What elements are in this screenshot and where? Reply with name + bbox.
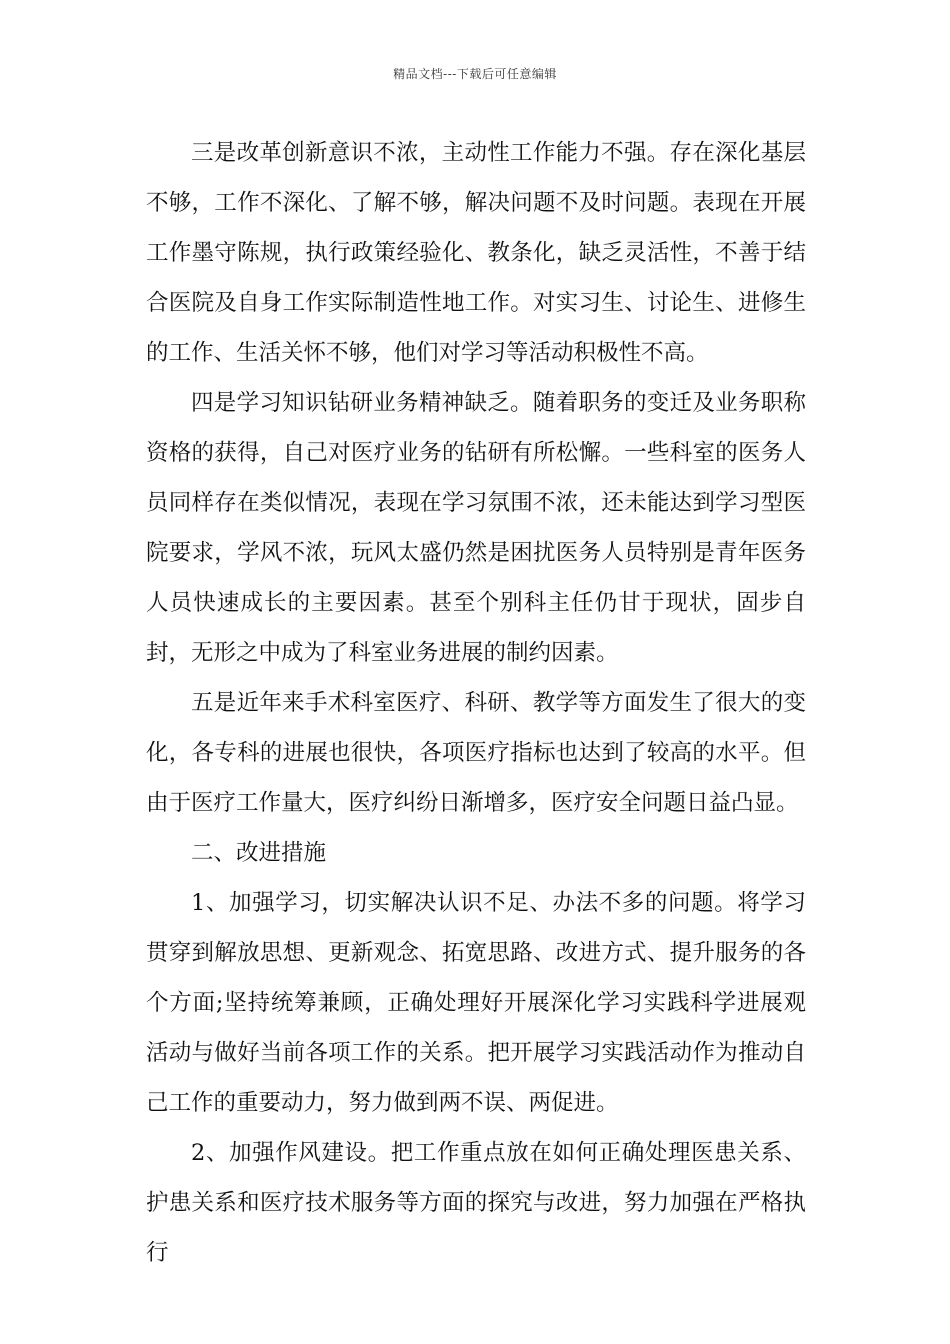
measure-item-1: 1、加强学习，切实解决认识不足、办法不多的问题。将学习贯穿到解放思想、更新观念、拓宽思路、改进方式、提升服务的各个方面;坚持统筹兼顾，正确处理好开展深化学习实践科学进展观活动与做好当前各项工作的关系。把开展学习实践活动作为推动自己工作的重要动力，努力做到两不误、两促进。 [146, 890, 806, 1116]
page-header: 精品文档---下载后可任意编辑 [393, 67, 557, 81]
paragraph-point-five: 五是近年来手术科室医疗、科研、教学等方面发生了很大的变化，各专科的进展也很快，各项医疗指标也达到了较高的水平。但由于医疗工作量大，医疗纠纷日渐增多，医疗安全问题日益凸显。 [146, 690, 806, 816]
measure-item-2: 2、加强作风建设。把工作重点放在如何正确处理医患关系、护患关系和医疗技术服务等方面的探究与改进，努力加强在严格执行 [146, 1140, 806, 1266]
paragraph-point-four: 四是学习知识钻研业务精神缺乏。随着职务的变迁及业务职称资格的获得，自己对医疗业务的钻研有所松懈。一些科室的医务人员同样存在类似情况，表现在学习氛围不浓，还未能达到学习型医院要求，学风不浓，玩风太盛仍然是困扰医务人员特别是青年医务人员快速成长的主要因素。甚至个别科主任仍甘于现状，固步自封，无形之中成为了科室业务进展的制约因素。 [146, 390, 806, 666]
section-heading-improvements: 二、改进措施 [191, 840, 327, 866]
paragraph-point-three: 三是改革创新意识不浓，主动性工作能力不强。存在深化基层不够，工作不深化、了解不够，解决问题不及时问题。表现在开展工作墨守陈规，执行政策经验化、教条化，缺乏灵活性，不善于结合医院及自身工作实际制造性地工作。对实习生、讨论生、进修生的工作、生活关怀不够，他们对学习等活动积极性不高。 [146, 140, 806, 366]
document-body [146, 128, 806, 1278]
